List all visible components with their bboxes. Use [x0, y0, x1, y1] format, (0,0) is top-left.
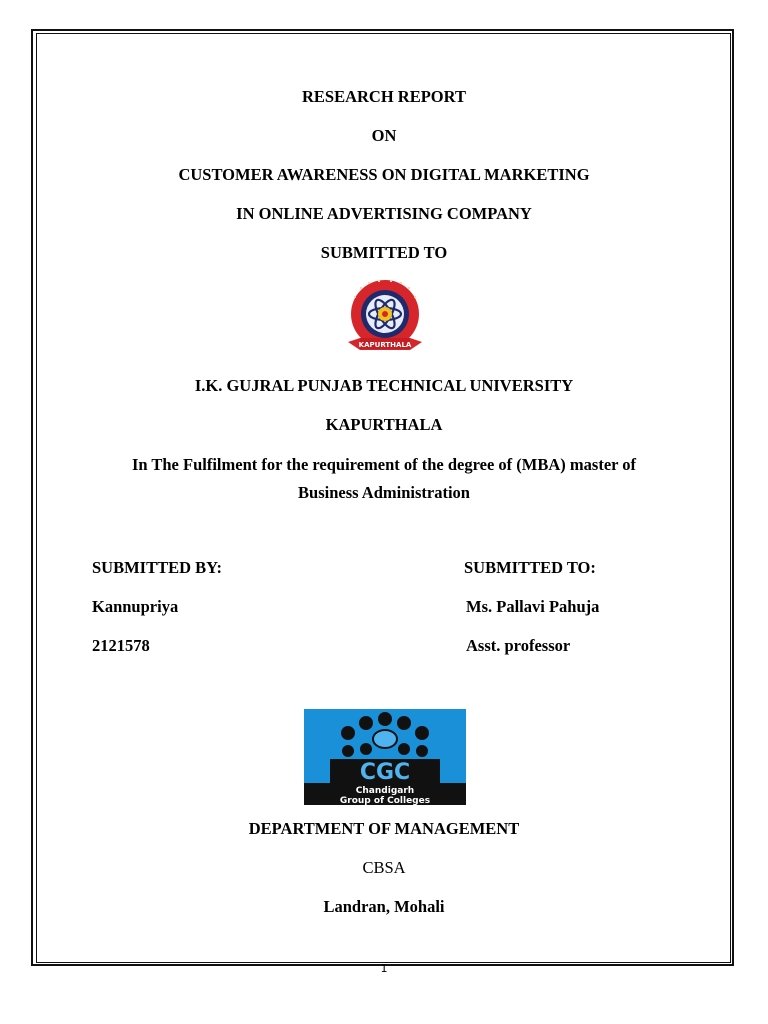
- page-number: 1: [380, 962, 388, 975]
- department-name: DEPARTMENT OF MANAGEMENT: [248, 819, 520, 838]
- college-logo: [304, 709, 466, 805]
- university-logo-text: KAPURTHALA: [358, 341, 412, 349]
- fulfilment-line-1: In The Fulfilment for the requirement of the degree of (MBA) master of: [131, 455, 637, 474]
- guide-designation: Asst. professor: [466, 636, 571, 655]
- fulfilment-line-2: Business Administration: [298, 483, 470, 502]
- report-on-heading: ON: [371, 126, 397, 145]
- university-city: KAPURTHALA: [325, 415, 443, 434]
- submitted-to-heading: SUBMITTED TO: [320, 243, 448, 262]
- student-roll-number: 2121578: [92, 636, 150, 655]
- location: Landran, Mohali: [323, 897, 445, 916]
- school-name: CBSA: [362, 858, 406, 877]
- university-name: I.K. GUJRAL PUNJAB TECHNICAL UNIVERSITY: [194, 376, 574, 395]
- university-logo: [346, 278, 424, 360]
- student-name: Kannupriya: [92, 597, 179, 616]
- report-company-heading: IN ONLINE ADVERTISING COMPANY: [236, 204, 532, 223]
- college-logo-line-2: Group of Colleges: [339, 796, 431, 805]
- report-topic-heading: CUSTOMER AWARENESS ON DIGITAL MARKETING: [178, 165, 590, 184]
- submitted-to-label: SUBMITTED TO:: [464, 558, 596, 577]
- college-logo-line-1: Chandigarh: [355, 786, 415, 796]
- submitted-by-heading: SUBMITTED BY:: [92, 558, 223, 577]
- report-type-heading: RESEARCH REPORT: [302, 87, 466, 106]
- guide-name: Ms. Pallavi Pahuja: [466, 597, 600, 616]
- college-logo-abbr: CGC: [359, 760, 411, 785]
